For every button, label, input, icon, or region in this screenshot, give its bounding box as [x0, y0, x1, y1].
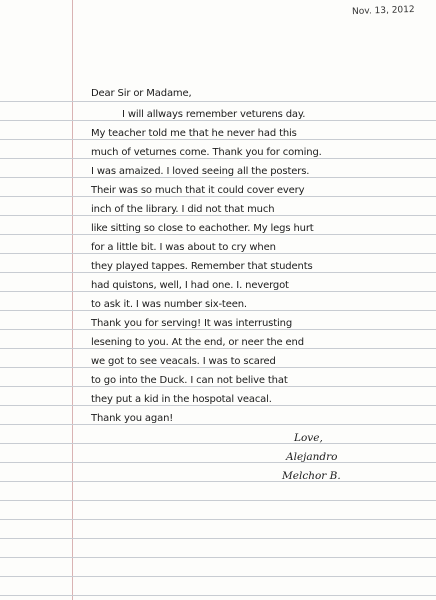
- letter-line: like sitting so close to eachother. My legs hurt: [91, 223, 314, 234]
- rule-line: [0, 329, 436, 330]
- letter-line: inch of the library. I did not that much: [91, 204, 275, 215]
- margin-line: [72, 0, 73, 600]
- rule-line: [0, 500, 436, 501]
- rule-line: [0, 234, 436, 235]
- rule-line: [0, 139, 436, 140]
- letter-date: Nov. 13, 2012: [351, 4, 415, 18]
- letter-line: lesening to you. At the end, or neer the end: [91, 337, 304, 348]
- rule-line: [0, 177, 436, 178]
- rule-line: [0, 443, 436, 444]
- rule-line: [0, 519, 436, 520]
- rule-line: [0, 462, 436, 463]
- greeting: Dear Sir or Madame,: [91, 88, 192, 99]
- letter-line: I will allways remember veturens day.: [122, 109, 306, 120]
- sign-off: Love,: [294, 432, 323, 444]
- letter-line: to go into the Duck. I can not belive that: [91, 375, 288, 386]
- rule-line: [0, 253, 436, 254]
- rule-line: [0, 538, 436, 539]
- rule-line: [0, 291, 436, 292]
- rule-line: [0, 367, 436, 368]
- rule-line: [0, 120, 436, 121]
- letter-line: Their was so much that it could cover every: [91, 185, 305, 196]
- rule-line: [0, 424, 436, 425]
- letter-line: I was amaized. I loved seeing all the posters.: [91, 166, 310, 177]
- letter-line: My teacher told me that he never had this: [91, 128, 297, 139]
- rule-line: [0, 272, 436, 273]
- letter-line: they put a kid in the hospotal veacal.: [91, 394, 272, 405]
- rule-line: [0, 576, 436, 577]
- rule-line: [0, 481, 436, 482]
- letter-line: had quistons, well, I had one. I. nevergot: [91, 280, 289, 291]
- letter-line: to ask it. I was number six-teen.: [91, 299, 247, 310]
- letter-line: they played tappes. Remember that students: [91, 261, 313, 272]
- letter-line: Thank you agan!: [91, 413, 174, 424]
- rule-line: [0, 386, 436, 387]
- rule-line: [0, 557, 436, 558]
- rule-line: [0, 158, 436, 159]
- letter-line: much of veturnes come. Thank you for coming.: [91, 147, 322, 158]
- rule-line: [0, 310, 436, 311]
- letter-line: we got to see veacals. I was to scared: [91, 356, 276, 367]
- rule-line: [0, 215, 436, 216]
- signature-first-name: Alejandro: [286, 451, 338, 463]
- letter-line: Thank you for serving! It was interrusting: [91, 318, 293, 329]
- rule-line: [0, 196, 436, 197]
- rule-line: [0, 348, 436, 349]
- rule-line: [0, 595, 436, 596]
- rule-line: [0, 405, 436, 406]
- rule-line: [0, 101, 436, 102]
- signature-last-name: Melchor B.: [282, 470, 341, 482]
- letter-line: for a little bit. I was about to cry when: [91, 242, 276, 253]
